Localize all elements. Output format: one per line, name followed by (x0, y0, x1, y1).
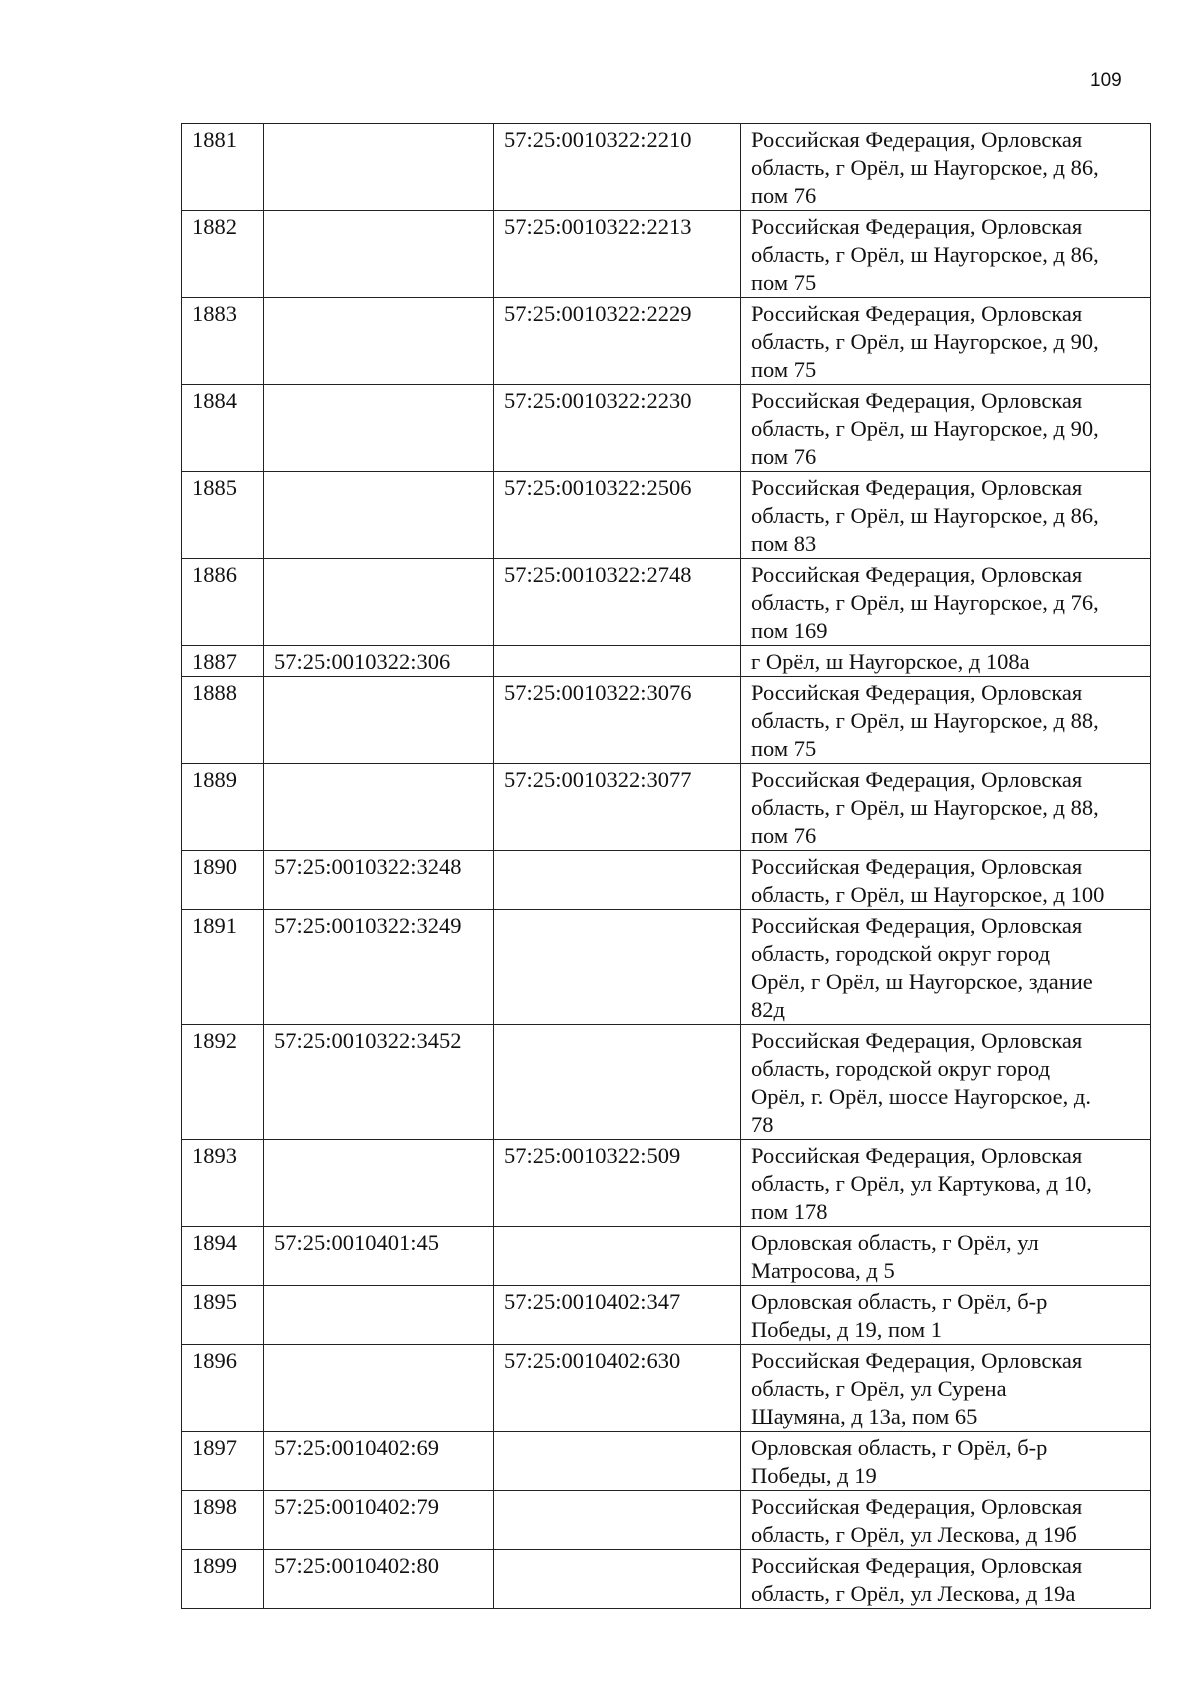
land-cadastral-number-cell (264, 211, 494, 298)
land-cadastral-number-cell: 57:25:0010322:3249 (264, 910, 494, 1025)
row-number-cell: 1896 (182, 1345, 264, 1432)
address-cell: Российская Федерация, Орловская область, городской округ город Орёл, г. Орёл, шоссе Наугорское, д. 78 (741, 1025, 1151, 1140)
building-cadastral-number-cell (494, 1025, 741, 1140)
land-cadastral-number-cell (264, 1140, 494, 1227)
land-cadastral-number-cell: 57:25:0010322:3452 (264, 1025, 494, 1140)
building-cadastral-number-cell: 57:25:0010322:3077 (494, 764, 741, 851)
address-cell: Российская Федерация, Орловская область, г Орёл, ул Лескова, д 19б (741, 1491, 1151, 1550)
land-cadastral-number-cell: 57:25:0010402:69 (264, 1432, 494, 1491)
building-cadastral-number-cell (494, 910, 741, 1025)
row-number-cell: 1884 (182, 385, 264, 472)
building-cadastral-number-cell: 57:25:0010322:2213 (494, 211, 741, 298)
table-row (182, 1286, 1151, 1345)
land-cadastral-number-cell (264, 298, 494, 385)
row-number-cell: 1887 (182, 646, 264, 677)
table-row (182, 298, 1151, 385)
address-cell: г Орёл, ш Наугорское, д 108а (741, 646, 1151, 677)
registry-table (181, 123, 1151, 1609)
building-cadastral-number-cell: 57:25:0010402:630 (494, 1345, 741, 1432)
row-number-cell: 1899 (182, 1550, 264, 1609)
table-row (182, 1025, 1151, 1140)
building-cadastral-number-cell (494, 1227, 741, 1286)
land-cadastral-number-cell (264, 764, 494, 851)
row-number-cell: 1882 (182, 211, 264, 298)
address-cell: Российская Федерация, Орловская область, г Орёл, ш Наугорское, д 90, пом 75 (741, 298, 1151, 385)
address-cell: Российская Федерация, Орловская область, г Орёл, ш Наугорское, д 76, пом 169 (741, 559, 1151, 646)
address-cell: Российская Федерация, Орловская область, г Орёл, ш Наугорское, д 86, пом 83 (741, 472, 1151, 559)
building-cadastral-number-cell (494, 1432, 741, 1491)
building-cadastral-number-cell (494, 1550, 741, 1609)
row-number-cell: 1889 (182, 764, 264, 851)
table-row (182, 1140, 1151, 1227)
land-cadastral-number-cell: 57:25:0010401:45 (264, 1227, 494, 1286)
row-number-cell: 1885 (182, 472, 264, 559)
building-cadastral-number-cell: 57:25:0010322:2210 (494, 124, 741, 211)
address-cell: Орловская область, г Орёл, ул Матросова, д 5 (741, 1227, 1151, 1286)
building-cadastral-number-cell (494, 646, 741, 677)
row-number-cell: 1886 (182, 559, 264, 646)
address-cell: Российская Федерация, Орловская область, г Орёл, ул Лескова, д 19а (741, 1550, 1151, 1609)
address-cell: Российская Федерация, Орловская область, г Орёл, ш Наугорское, д 88, пом 76 (741, 764, 1151, 851)
building-cadastral-number-cell: 57:25:0010322:2230 (494, 385, 741, 472)
building-cadastral-number-cell: 57:25:0010322:509 (494, 1140, 741, 1227)
address-cell: Российская Федерация, Орловская область, г Орёл, ш Наугорское, д 86, пом 75 (741, 211, 1151, 298)
address-cell: Российская Федерация, Орловская область, г Орёл, ш Наугорское, д 100 (741, 851, 1151, 910)
table-row (182, 472, 1151, 559)
land-cadastral-number-cell (264, 385, 494, 472)
row-number-cell: 1898 (182, 1491, 264, 1550)
land-cadastral-number-cell: 57:25:0010322:306 (264, 646, 494, 677)
row-number-cell: 1893 (182, 1140, 264, 1227)
building-cadastral-number-cell: 57:25:0010322:3076 (494, 677, 741, 764)
land-cadastral-number-cell (264, 472, 494, 559)
building-cadastral-number-cell: 57:25:0010322:2506 (494, 472, 741, 559)
row-number-cell: 1890 (182, 851, 264, 910)
address-cell: Орловская область, г Орёл, б-р Победы, д 19 (741, 1432, 1151, 1491)
row-number-cell: 1895 (182, 1286, 264, 1345)
row-number-cell: 1888 (182, 677, 264, 764)
table-row (182, 1432, 1151, 1491)
land-cadastral-number-cell: 57:25:0010322:3248 (264, 851, 494, 910)
row-number-cell: 1892 (182, 1025, 264, 1140)
registry-table-body (182, 124, 1151, 1609)
land-cadastral-number-cell: 57:25:0010402:79 (264, 1491, 494, 1550)
table-row (182, 646, 1151, 677)
table-row (182, 677, 1151, 764)
land-cadastral-number-cell (264, 124, 494, 211)
land-cadastral-number-cell: 57:25:0010402:80 (264, 1550, 494, 1609)
table-row (182, 1550, 1151, 1609)
land-cadastral-number-cell (264, 677, 494, 764)
table-row (182, 1345, 1151, 1432)
building-cadastral-number-cell (494, 851, 741, 910)
table-row (182, 1491, 1151, 1550)
table-row (182, 1227, 1151, 1286)
row-number-cell: 1883 (182, 298, 264, 385)
table-row (182, 385, 1151, 472)
land-cadastral-number-cell (264, 559, 494, 646)
table-row (182, 851, 1151, 910)
table-row (182, 124, 1151, 211)
building-cadastral-number-cell (494, 1491, 741, 1550)
row-number-cell: 1891 (182, 910, 264, 1025)
row-number-cell: 1881 (182, 124, 264, 211)
table-row (182, 764, 1151, 851)
row-number-cell: 1894 (182, 1227, 264, 1286)
building-cadastral-number-cell: 57:25:0010322:2748 (494, 559, 741, 646)
land-cadastral-number-cell (264, 1286, 494, 1345)
building-cadastral-number-cell: 57:25:0010402:347 (494, 1286, 741, 1345)
table-row (182, 910, 1151, 1025)
address-cell: Российская Федерация, Орловская область, г Орёл, ш Наугорское, д 88, пом 75 (741, 677, 1151, 764)
address-cell: Российская Федерация, Орловская область, г Орёл, ш Наугорское, д 90, пом 76 (741, 385, 1151, 472)
table-row (182, 211, 1151, 298)
address-cell: Российская Федерация, Орловская область, г Орёл, ул Картукова, д 10, пом 178 (741, 1140, 1151, 1227)
address-cell: Российская Федерация, Орловская область, г Орёл, ул Сурена Шаумяна, д 13а, пом 65 (741, 1345, 1151, 1432)
building-cadastral-number-cell: 57:25:0010322:2229 (494, 298, 741, 385)
table-row (182, 559, 1151, 646)
row-number-cell: 1897 (182, 1432, 264, 1491)
address-cell: Российская Федерация, Орловская область, г Орёл, ш Наугорское, д 86, пом 76 (741, 124, 1151, 211)
address-cell: Российская Федерация, Орловская область, городской округ город Орёл, г Орёл, ш Наугорское, здание 82д (741, 910, 1151, 1025)
address-cell: Орловская область, г Орёл, б-р Победы, д 19, пом 1 (741, 1286, 1151, 1345)
land-cadastral-number-cell (264, 1345, 494, 1432)
page-number: 109 (1090, 70, 1122, 91)
